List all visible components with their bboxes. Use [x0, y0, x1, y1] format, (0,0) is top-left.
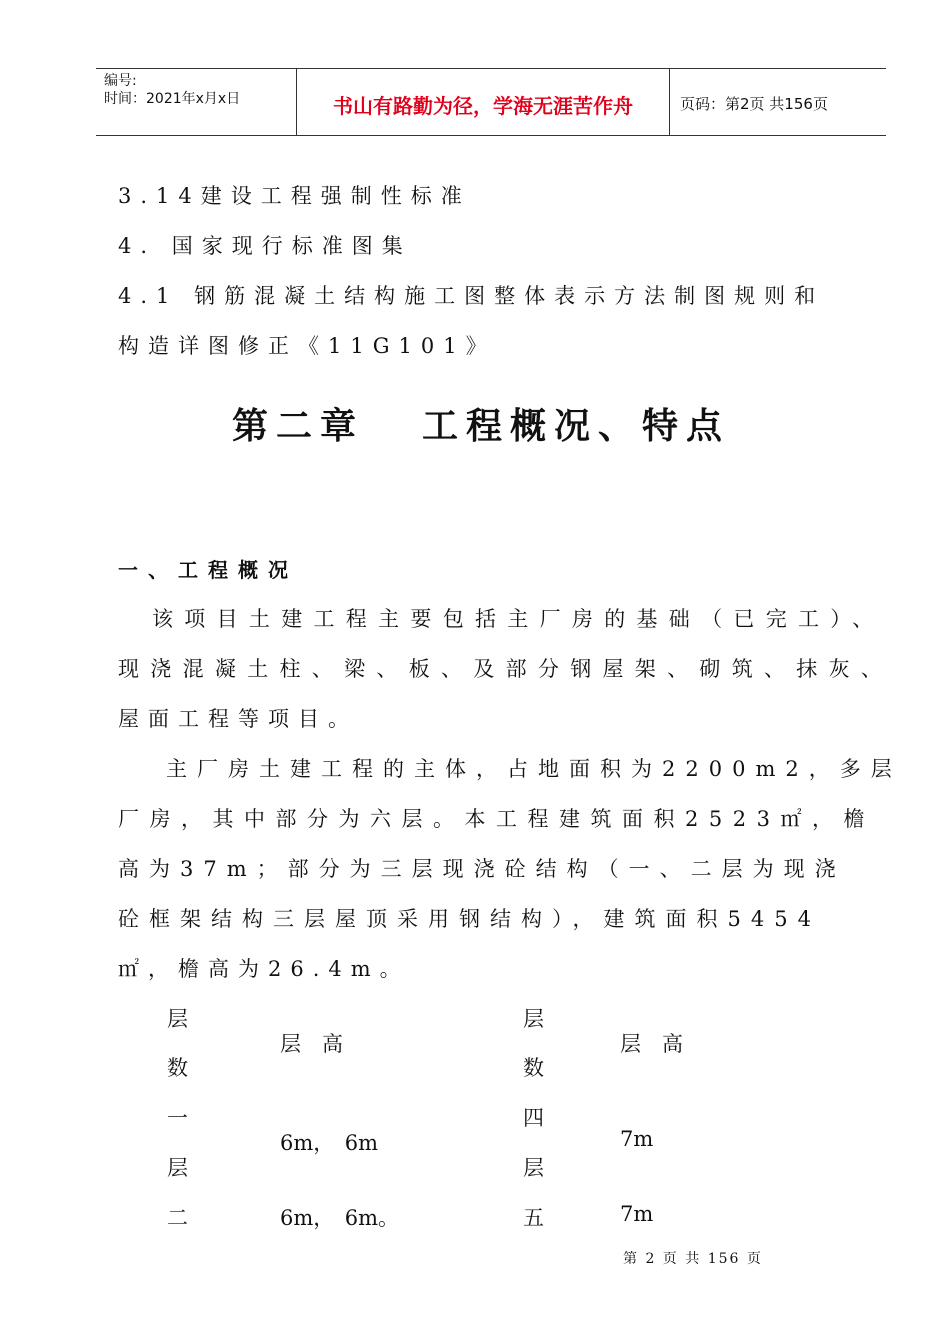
- row2-height-right: 7m: [620, 1202, 654, 1226]
- header-divider-left: [296, 68, 297, 136]
- row1-floor-right-2: 层: [523, 1156, 544, 1180]
- header-bottom-rule: [96, 135, 886, 136]
- paragraph-2-line-3: 高为37m；部分为三层现浇砼结构（一、二层为现浇: [118, 857, 846, 881]
- row1-floor-right-1: 四: [523, 1106, 544, 1130]
- section-heading: 一、工程概况: [118, 558, 298, 582]
- header-height-right: 层 高: [620, 1032, 683, 1056]
- header-divider-right: [669, 68, 670, 136]
- header-meta: [104, 72, 240, 108]
- header-height-left: 层 高: [280, 1032, 343, 1056]
- body-line-rules: 4.1 钢筋混凝土结构施工图整体表示方法制图规则和: [118, 284, 825, 308]
- row1-floor-left-1: 一: [167, 1106, 188, 1130]
- row2-floor-left: 二: [167, 1206, 188, 1230]
- header-floor-left-2: 数: [167, 1056, 188, 1080]
- header-page-info: 页码：第2页 共156页: [680, 95, 828, 113]
- row1-floor-left-2: 层: [167, 1156, 188, 1180]
- paragraph-2-line-5: ㎡，檐高为26.4m。: [118, 957, 410, 981]
- chapter-heading: [232, 398, 730, 449]
- document-time-label: 时间：2021年x月x日: [104, 91, 241, 107]
- header-floor-right-1: 层: [523, 1007, 544, 1031]
- chapter-number: 第二章: [232, 406, 365, 447]
- body-line-standard: 3.14建设工程强制性标准: [118, 184, 471, 208]
- header-motto: 书山有路勤为径，学海无涯苦作舟: [333, 94, 633, 118]
- body-line-atlas: 4. 国家现行标准图集: [118, 234, 412, 258]
- paragraph-2-line-2: 厂房，其中部分为六层。本工程建筑面积2523㎡，檐: [118, 807, 875, 831]
- document-number-label: 编号:: [104, 73, 137, 89]
- row1-height-right: 7m: [620, 1127, 654, 1151]
- chapter-title: 工程概况、特点: [422, 406, 731, 447]
- header-floor-left-1: 层: [167, 1007, 188, 1031]
- paragraph-1-line-3: 屋面工程等项目。: [118, 707, 358, 731]
- row1-height-left: 6m， 6m: [280, 1131, 379, 1155]
- header-top-rule: [96, 68, 886, 69]
- row2-height-left: 6m， 6m。: [280, 1206, 400, 1230]
- paragraph-2-line-4: 砼框架结构三层屋顶采用钢结构），建筑面积5454: [118, 907, 821, 931]
- paragraph-1-line-1: 该项目土建工程主要包括主厂房的基础（已完工）、: [152, 607, 885, 631]
- paragraph-2-line-1: 主厂房土建工程的主体，占地面积为2200m2，多层: [166, 757, 902, 781]
- paragraph-1-line-2: 现浇混凝土柱、梁、板、及部分钢屋架、砌筑、抹灰、: [118, 657, 894, 681]
- body-line-rules-cont: 构造详图修正《11G101》: [118, 334, 496, 358]
- header-floor-right-2: 数: [523, 1056, 544, 1080]
- page-footer: 第 2 页 共 156 页: [623, 1251, 763, 1267]
- row2-floor-right: 五: [523, 1206, 544, 1230]
